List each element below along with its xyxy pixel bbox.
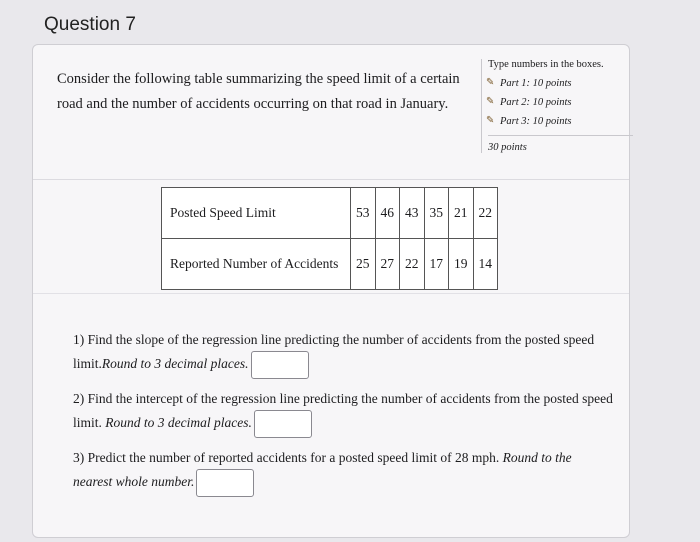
table-cell: 14 bbox=[473, 239, 498, 290]
prediction-answer-input[interactable] bbox=[196, 469, 254, 497]
table-cell: 35 bbox=[424, 188, 449, 239]
intercept-answer-input[interactable] bbox=[254, 410, 312, 438]
table-cell: 25 bbox=[351, 239, 376, 290]
table-row bbox=[162, 239, 498, 290]
table-cell: 46 bbox=[375, 188, 400, 239]
table-cell: 21 bbox=[449, 188, 474, 239]
table-cell: 53 bbox=[351, 188, 376, 239]
question-prompt: Consider the following table summarizing the speed limit of a certain road and the number of accidents occurring on that road in January. bbox=[57, 71, 460, 112]
part-1-question: 1) Find the slope of the regression line predicting the number of accidents from the posted speed limit.Round to 3 decimal places. bbox=[73, 329, 613, 379]
divider bbox=[33, 179, 629, 180]
part-3-question: 3) Predict the number of reported accidents for a posted speed limit of 28 mph. Round to the nearest whole number. bbox=[73, 447, 613, 497]
part-1-points: ✎ Part 1: 10 points bbox=[486, 77, 572, 89]
total-points: 30 points bbox=[488, 135, 633, 153]
part-2-points: ✎ Part 2: 10 points bbox=[486, 96, 572, 108]
instructions-hint: Type numbers in the boxes. bbox=[488, 59, 604, 70]
points-panel bbox=[481, 59, 633, 153]
slope-answer-input[interactable] bbox=[251, 351, 309, 379]
data-table bbox=[161, 187, 498, 290]
table-cell: 17 bbox=[424, 239, 449, 290]
table-cell: 27 bbox=[375, 239, 400, 290]
pencil-icon: ✎ bbox=[486, 77, 495, 88]
pencil-icon: ✎ bbox=[486, 115, 495, 126]
question-card bbox=[32, 44, 630, 538]
part-2-question: 2) Find the intercept of the regression line predicting the number of accidents from the posted speed limit. Round to 3 decimal places. bbox=[73, 388, 613, 438]
table-cell: 22 bbox=[473, 188, 498, 239]
divider bbox=[33, 293, 629, 294]
row-label: Reported Number of Accidents bbox=[162, 239, 351, 290]
table-cell: 19 bbox=[449, 239, 474, 290]
pencil-icon: ✎ bbox=[486, 96, 495, 107]
table-row bbox=[162, 188, 498, 239]
part-3-points: ✎ Part 3: 10 points bbox=[486, 115, 572, 127]
table-cell: 22 bbox=[400, 239, 425, 290]
row-label: Posted Speed Limit bbox=[162, 188, 351, 239]
table-cell: 43 bbox=[400, 188, 425, 239]
question-title: Question 7 bbox=[44, 14, 136, 35]
